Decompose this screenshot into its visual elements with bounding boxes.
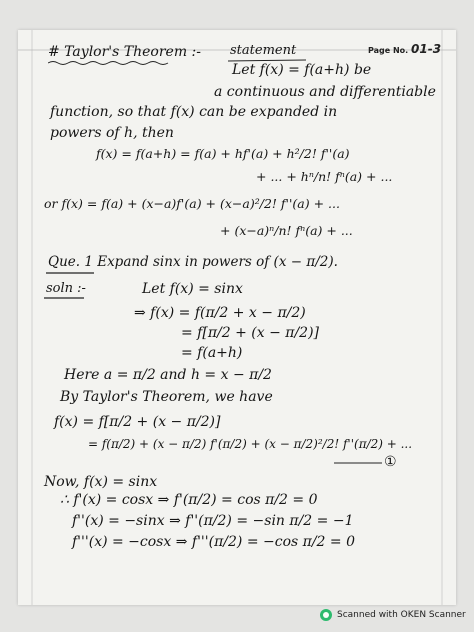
equation-2: or f(x) = f(a) + (x−a)f'(a) + (x−a)²/2! f''(a) + ... [44, 196, 340, 211]
line-powers: powers of h, then [50, 125, 174, 141]
heading: # Taylor's Theorem :- [48, 44, 201, 60]
let-line: Let f(x) = sinx [142, 281, 243, 297]
expansion-1: f(x) = f[π/2 + (x − π/2)] [54, 414, 221, 430]
step-1: ⇒ f(x) = f(π/2 + x − π/2) [134, 305, 306, 321]
question-underline [46, 271, 106, 275]
equation-1-continued: + ... + hⁿ/n! fⁿ(a) + ... [256, 169, 393, 184]
solution-underline [44, 296, 94, 300]
page-number-value: 01-3 [411, 42, 442, 56]
equation-2-continued: + (x−a)ⁿ/n! fⁿ(a) + ... [220, 223, 353, 238]
scanner-text: Scanned with OKEN Scanner [337, 610, 466, 620]
oken-scanner-icon [320, 609, 332, 621]
derivative-2: f''(x) = −sinx ⇒ f''(π/2) = −sin π/2 = −1 [72, 513, 354, 529]
scanner-footer [320, 609, 466, 621]
solution-label: soln :- [46, 281, 86, 296]
equation-1: f(x) = f(a+h) = f(a) + hf'(a) + h²/2! f''(a) [96, 146, 350, 161]
question-1: Que. 1 Expand sinx in powers of (x − π/2). [48, 254, 338, 270]
page-number-label: Page No. [368, 46, 409, 55]
derivative-3: f'''(x) = −cosx ⇒ f'''(π/2) = −cos π/2 = 0 [72, 534, 355, 550]
taylor-line: By Taylor's Theorem, we have [60, 389, 273, 405]
tag-arrow-line [334, 461, 384, 465]
notebook-page [18, 30, 456, 605]
step-2: = f[π/2 + (x − π/2)] [181, 325, 320, 341]
statement-label: statement [230, 43, 297, 58]
page-number [368, 42, 441, 56]
heading-underline [48, 60, 198, 66]
equation-tag: ① [384, 454, 397, 470]
derivative-1: ∴ f'(x) = cosx ⇒ f'(π/2) = cos π/2 = 0 [60, 492, 318, 508]
expansion-2: = f(π/2) + (x − π/2) f'(π/2) + (x − π/2)²/2! f''(π/2) + ... [88, 437, 413, 451]
line-continuous: a continuous and differentiable [214, 84, 436, 100]
step-3: = f(a+h) [181, 345, 243, 361]
statement-text: Let f(x) = f(a+h) be [232, 62, 372, 78]
here-line: Here a = π/2 and h = x − π/2 [64, 367, 272, 383]
now-line: Now, f(x) = sinx [44, 474, 158, 490]
line-function: function, so that f(x) can be expanded in [50, 104, 338, 120]
